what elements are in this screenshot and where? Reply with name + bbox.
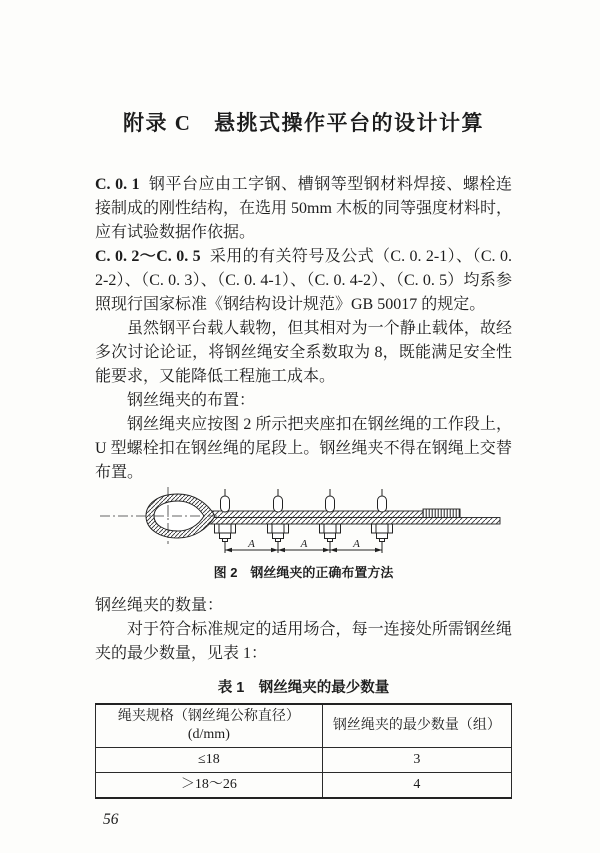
paragraph-clamp-layout-text: 钢丝绳夹应按图 2 所示把夹座扣在钢丝绳的工作段上，U 型螺栓扣在钢丝绳的尾段上。钢丝绳夹不得在钢绳上交替布置。: [95, 416, 512, 481]
paragraph-clamp-quantity-heading: 钢丝绳夹的数量：: [95, 597, 224, 614]
rope-clamp-diagram: [95, 485, 512, 557]
table-row: [96, 773, 512, 799]
paragraph-safety-factor: 虽然钢平台载人载物，但其相对为一个静止载体，故经多次讨论论证，将钢丝绳安全系数取为 8，既能满足安全性能要求，又能降低工程施工成本。: [95, 320, 512, 385]
cell-quantity-1: 3: [322, 748, 511, 773]
wire-rope-tail-segment: [207, 511, 460, 518]
paragraph-clamp-quantity-text: 对于符合标准规定的适用场合，每一连接处所需钢丝绳夹的最少数量，见表 1：: [95, 621, 512, 662]
page-number: 56: [103, 811, 119, 828]
table-header-row: [96, 704, 512, 748]
cell-spec-2: ＞18～26: [96, 773, 323, 799]
dimension-label-a-2: A: [300, 538, 308, 550]
dimension-label-a-1: A: [248, 538, 255, 550]
table-row: [96, 748, 512, 773]
table-1-title: 表 1 钢丝绳夹的最少数量: [217, 680, 390, 696]
table-header-spec: 绳夹规格（钢丝绳公称直径）(d/mm): [96, 704, 323, 748]
figure-2-caption: 图 2 钢丝绳夹的正确布置方法: [213, 565, 394, 580]
dimension-label-a-3: A: [353, 538, 360, 550]
clause-text-c02-c05: 采用的有关符号及公式（C. 0. 2-1）、（C. 0. 2-2）、（C. 0. 3）、（C. 0. 4-1）、（C. 0. 4-2）、（C. 0. 5）均系参照现行国家标准《钢结构设计规范》GB 50017 的规定。: [95, 248, 512, 313]
paragraph-c01: [95, 173, 512, 245]
rope-end-serving: [423, 509, 460, 518]
figure-2: [95, 485, 512, 582]
clause-text-c01: 钢平台应由工字钢、槽钢等型钢材料焊接、螺栓连接制成的刚性结构，在选用 50mm 木板的同等强度材料时，应有试验数据作依据。: [95, 176, 512, 241]
paragraph-clamp-layout-heading: 钢丝绳夹的布置：: [127, 392, 256, 409]
clause-label-c02-c05: C. 0. 2～C. 0. 5: [95, 248, 201, 265]
table-1: [95, 703, 512, 799]
appendix-title: 附录 C 悬挑式操作平台的设计计算: [123, 111, 484, 135]
wire-rope-working-segment: [207, 518, 500, 525]
clause-label-c01: C. 0. 1: [95, 176, 140, 193]
cell-quantity-2: 4: [322, 773, 511, 799]
table-header-quantity: 钢丝绳夹的最少数量（组）: [322, 704, 511, 748]
paragraph-c02-c05: [95, 245, 512, 317]
cell-spec-1: ≤18: [96, 748, 323, 773]
